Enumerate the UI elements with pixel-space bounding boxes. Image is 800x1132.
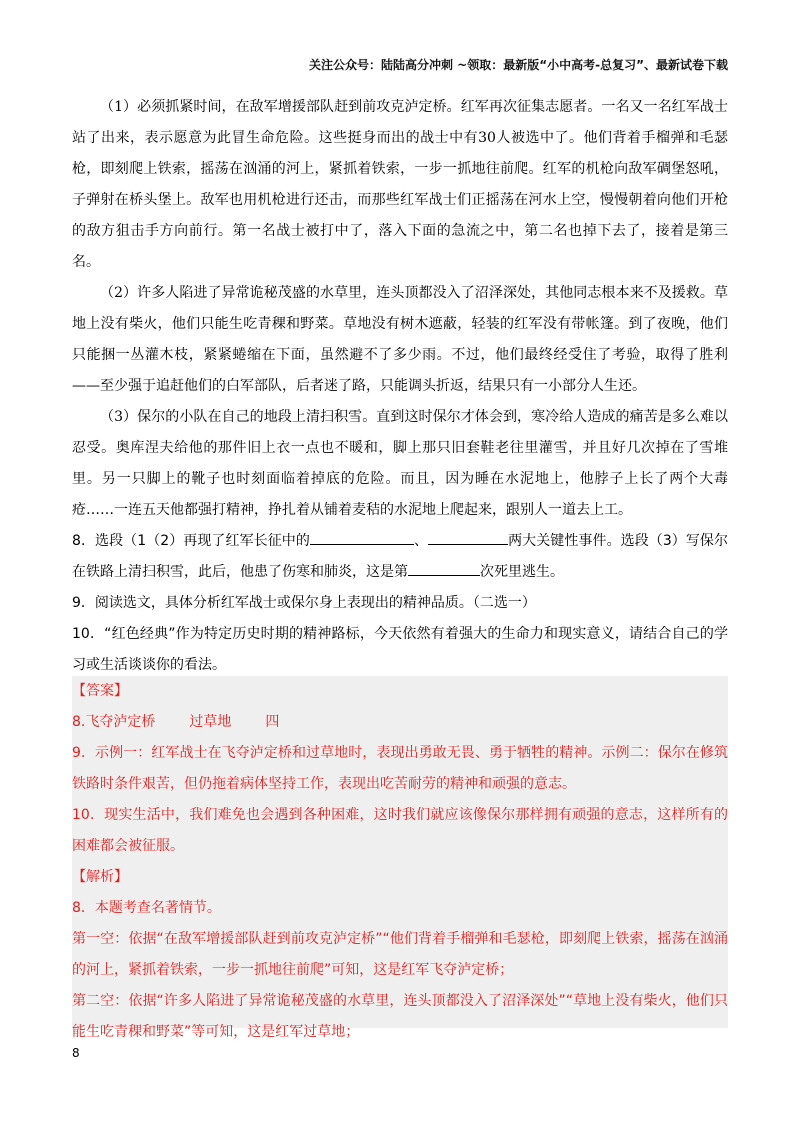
answer-blank-2[interactable] xyxy=(428,526,508,545)
main-content xyxy=(72,92,728,681)
reading-passage xyxy=(72,92,728,526)
question-8-text-d: 次死里逃生。 xyxy=(480,564,564,580)
answer-8-item-1: 8.飞夺泸定桥 xyxy=(72,714,156,730)
analysis-label: 【解析】 xyxy=(72,869,128,885)
answer-section xyxy=(72,676,728,1040)
answer-blank-1[interactable] xyxy=(310,526,414,545)
answer-9: 9．示例一：红军战士在飞夺泸定桥和过草地时，表现出勇敢无畏、勇于牺牲的精神。示例二：保尔在修筑铁路时条件艰苦，但仍拖着病体坚持工作，表现出吃苦耐劳的精神和顽强的意志。 xyxy=(72,745,728,792)
question-8 xyxy=(72,526,728,588)
passage-paragraph-1: （1）必须抓紧时间，在敌军增援部队赶到前攻克泸定桥。红军再次征集志愿者。一名又一名红军战士站了出来，表示愿意为此冒生命危险。这些挺身而出的战士中有30人被选中了。他们背着手榴弹和毛瑟枪，即刻爬上铁索，摇荡在汹涌的河上，紧抓着铁索，一步一抓地往前爬。红军的机枪向敌军碉堡怒吼，子弹射在桥头堡上。敌军也用机枪进行还击，而那些红军战士们正摇荡在河水上空，慢慢朝着向他们开枪的敌方狙击手方向前行。第一名战士被打中了，落入下面的急流之中，第二名也掉下去了，接着是第三名。 xyxy=(72,99,728,270)
answer-blank-3[interactable] xyxy=(408,557,480,576)
question-8-text-a: 8．选段（1（2）再现了红军长征中的 xyxy=(72,533,310,549)
analysis-line-3: 第二空：依据“许多人陷进了异常诡秘茂盛的水草里，连头顶都没入了沼泽深处”“草地上没有柴火，他们只能生吃青稞和野菜”等可知，这是红军过草地； xyxy=(72,993,728,1040)
analysis-line-1: 8．本题考查名著情节。 xyxy=(72,900,221,916)
answer-8 xyxy=(72,707,728,738)
passage-paragraph-3: （3）保尔的小队在自己的地段上清扫积雪。直到这时保尔才体会到，寒冷给人造成的痛苦是多么难以忍受。奥库涅夫给他的那件旧上衣一点也不暖和，脚上那只旧套鞋老往里灌雪，并且好几次掉在了雪堆里。另一只脚上的靴子也时刻面临着掉底的危险。而且，因为睡在水泥地上，他脖子上长了两个大毒疮……一连五天他都强打精神，挣扎着从铺着麦秸的水泥地上爬起来，跟别人一道去上工。 xyxy=(72,409,728,518)
question-list xyxy=(72,526,728,681)
page-number: 8 xyxy=(72,1046,80,1060)
answer-8-item-2: 过草地 xyxy=(189,714,232,730)
analysis-line-2: 第一空：依据“在敌军增援部队赶到前攻克泸定桥”“他们背着手榴弹和毛瑟枪，即刻爬上铁索，摇荡在汹涌的河上，紧抓着铁索，一步一抓地往前爬”可知，这是红军飞夺泸定桥； xyxy=(72,931,728,978)
answer-8-item-3: 四 xyxy=(265,714,280,730)
question-10: 10．“红色经典”作为特定历史时期的精神路标，今天依然有着强大的生命力和现实意义，请结合自己的学习或生活谈谈你的看法。 xyxy=(72,626,728,673)
question-8-text-b: 、 xyxy=(413,533,429,549)
page-header: 关注公众号：陆陆高分冲刺 ~领取：最新版“小中高考-总复习”、最新试卷下载 xyxy=(309,58,728,72)
answer-10: 10．现实生活中，我们难免也会遇到各种困难，这时我们就应该像保尔那样拥有顽强的意志，这样所有的困难都会被征服。 xyxy=(72,807,728,854)
passage-paragraph-2: （2）许多人陷进了异常诡秘茂盛的水草里，连头顶都没入了沼泽深处，其他同志根本来不及援救。草地上没有柴火，他们只能生吃青稞和野菜。草地没有树木遮蔽，轻装的红军没有带帐篷。到了夜晚，他们只能捆一丛灌木枝，紧紧蜷缩在下面，虽然避不了多少雨。不过，他们最终经受住了考验，取得了胜利——至少强于追赶他们的白军部队，后者迷了路，只能调头折返，结果只有一小部分人生还。 xyxy=(72,285,728,394)
question-8-text-c: 两大关键性事件。选段（3）写保尔在铁路上清扫积雪，此后，他患了伤寒和肺炎，这是第 xyxy=(72,533,728,580)
question-9: 9．阅读选文，具体分析红军战士或保尔身上表现出的精神品质。（二选一） xyxy=(72,595,536,611)
answer-label: 【答案】 xyxy=(72,683,128,699)
